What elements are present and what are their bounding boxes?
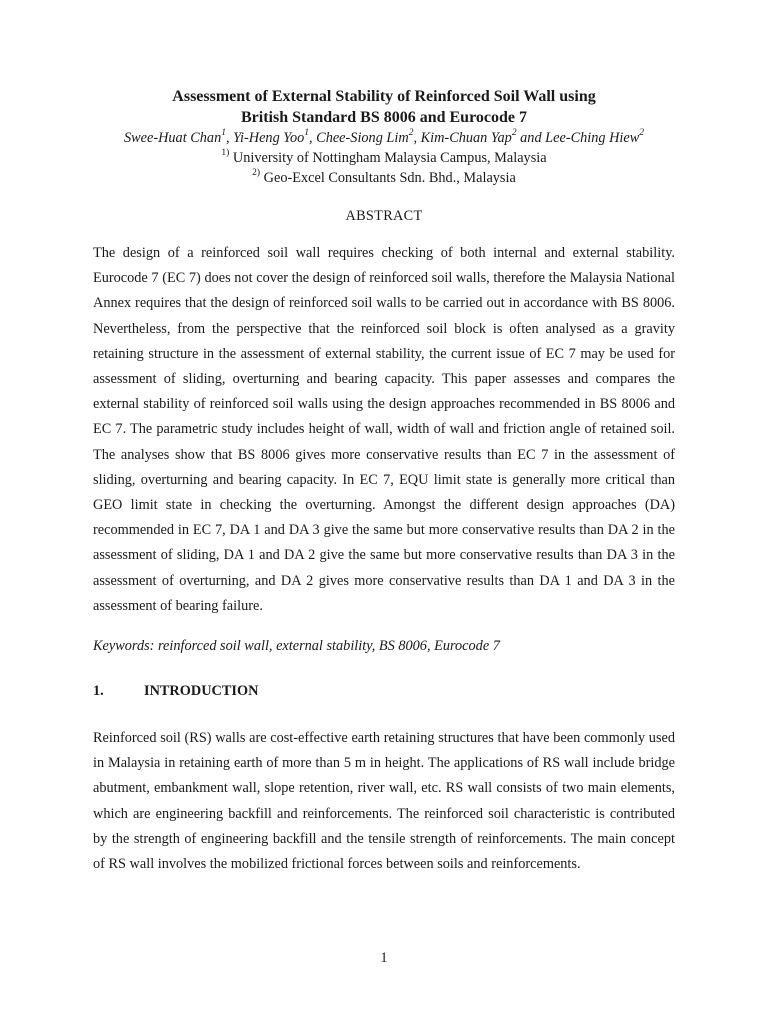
page-number: 1 bbox=[380, 950, 388, 966]
author: Yi-Heng Yoo$^1$, bbox=[233, 128, 317, 146]
abstract-body: The design of a reinforced soil wall requires checking of both internal and external stability. Eurocode 7 (EC 7) does not cover the design of reinforced soil walls, therefore the Malaysia National Annex requires that the design of reinforced soil walls to be carried out in accordance with BS 8006. Nevertheless, from the perspective that the reinforced soil block is often analysed as a gravity retaining structure in the assessment of external stability, the current issue of EC 7 may be used for assessment of sliding, overturning and bearing capacity. This paper assesses and compares the external stability of reinforced soil walls using the design approaches recommended in BS 8006 and EC 7. The parametric study includes height of wall, width of wall and friction angle of retained soil. The analyses show that BS 8006 gives more conservative results than EC 7 in the assessment of sliding, overturning and bearing capacity. In EC 7, EQU limit state is generally more critical than GEO limit state in checking the overturning. Amongst the different design approaches (DA) recommended in EC 7, DA 1 and DA 3 give the same but more conservative results than DA 2 in the assessment of sliding, DA 1 and DA 2 give the same but more conservative results than DA 3 in the assessment of overturning, and DA 2 gives more conservative results than DA 1 and DA 3 in the assessment of bearing failure. bbox=[93, 245, 675, 614]
abstract-heading: ABSTRACT bbox=[345, 208, 423, 224]
section-heading-introduction bbox=[93, 681, 675, 701]
paper-page bbox=[93, 86, 675, 877]
introduction-body: Reinforced soil (RS) walls are cost-effective earth retaining structures that have been commonly used in Malaysia in retaining earth of more than 5 m in height. The applications of RS wall include bridge abutment, embankment wall, slope retention, river wall, etc. RS wall consists of two main elements, which are engineering backfill and reinforcements. The reinforced soil characteristic is contributed by the strength of engineering backfill and the tensile strength of reinforcements. The main concept of RS wall involves the mobilized frictional forces between soils and reinforcements. bbox=[93, 730, 675, 873]
author: Chee-Siong Lim$^2$, bbox=[316, 128, 421, 146]
author: Kim-Chuan Yap$^2$ and bbox=[420, 128, 546, 146]
affiliation-1: $^{1)}$ University of Nottingham Malaysia Campus, Malaysia bbox=[221, 148, 547, 166]
paper-title bbox=[93, 86, 675, 128]
title-line-2: British Standard BS 8006 and Eurocode 7 bbox=[241, 109, 527, 126]
title-line-1: Assessment of External Stability of Reinforced Soil Wall using bbox=[172, 88, 596, 105]
author: Lee-Ching Hiew$^2$ bbox=[545, 128, 645, 146]
affiliation-2: $^{2)}$ Geo-Excel Consultants Sdn. Bhd., Malaysia bbox=[252, 168, 516, 186]
section-title: INTRODUCTION bbox=[144, 683, 259, 700]
author: Swee-Huat Chan$^1$, bbox=[123, 128, 234, 146]
section-number: 1. bbox=[93, 683, 104, 700]
author-list bbox=[93, 128, 675, 148]
keywords: Keywords: reinforced soil wall, external stability, BS 8006, Eurocode 7 bbox=[93, 638, 500, 655]
